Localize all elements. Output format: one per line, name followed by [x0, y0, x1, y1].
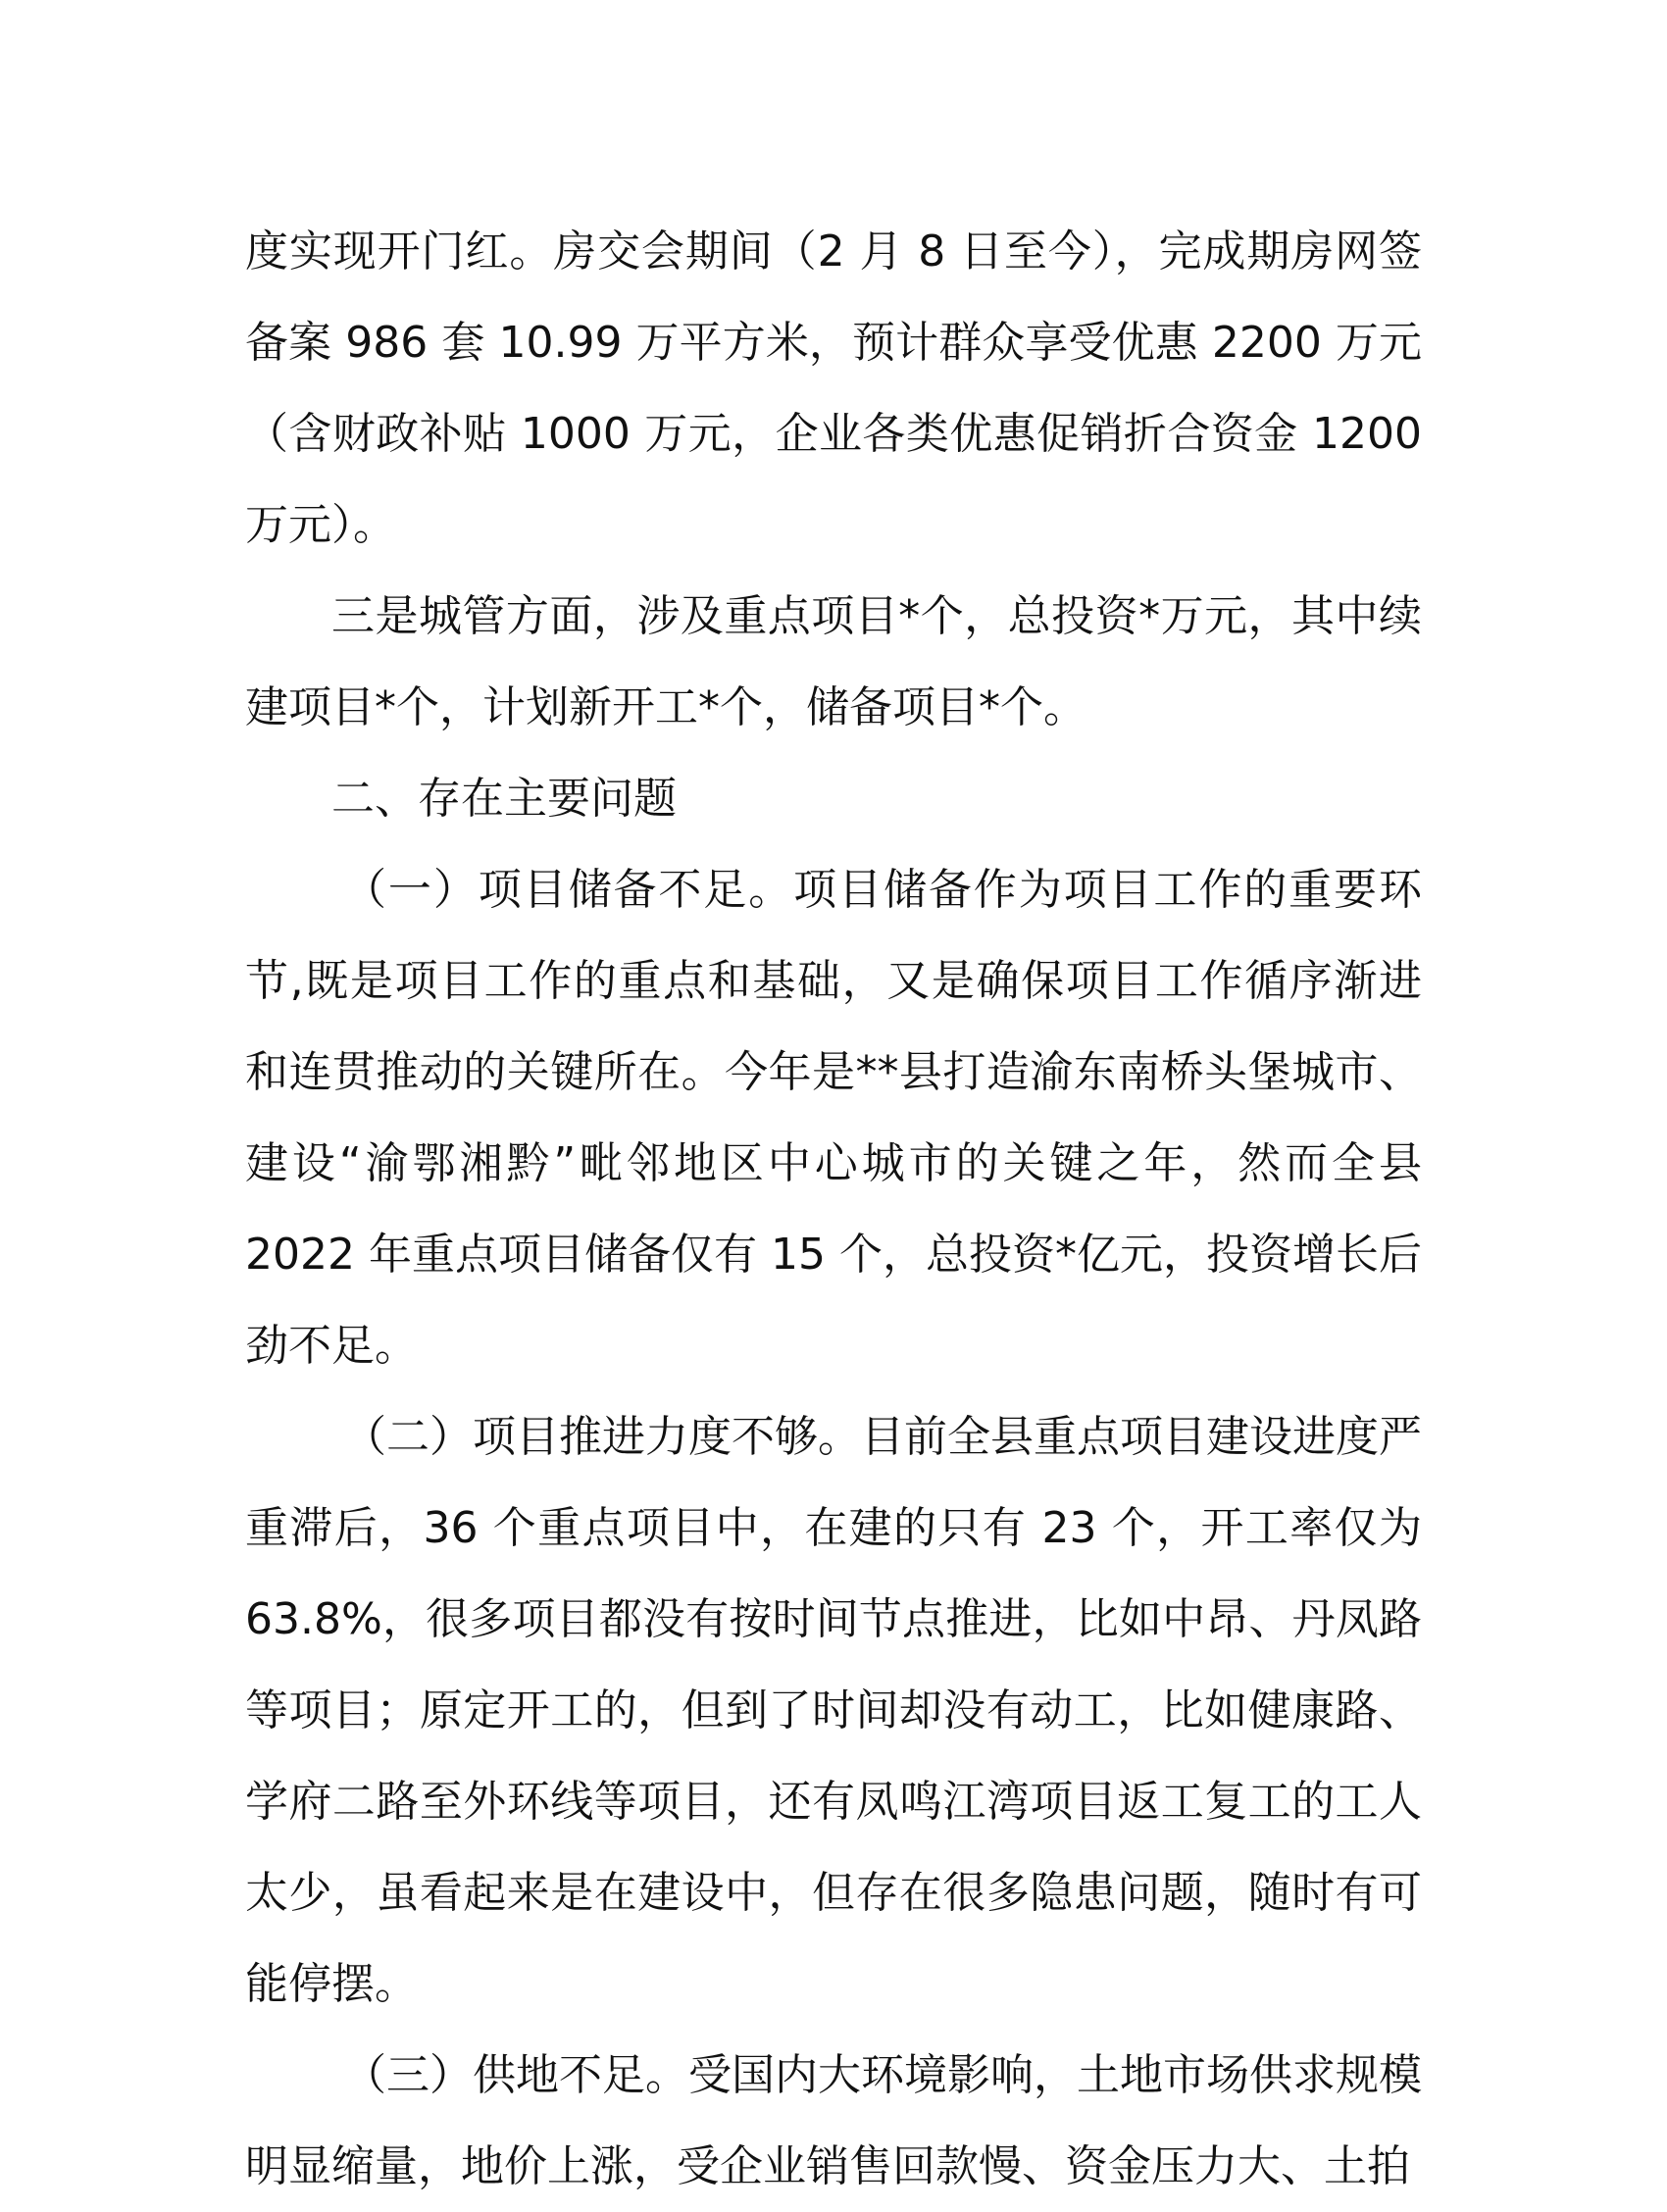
section-heading-main-problems: 二、存在主要问题 — [331, 774, 677, 824]
document-body — [245, 206, 1422, 2212]
paragraph-problem-2: （二）项目推进力度不够。目前全县重点项目建设进度严重滞后，36 个重点项目中，在建的只有 23 个，开工率仅为 63.8%，很多项目都没有按时间节点推进，比如中昂、丹凤路等项目；原定开工的，但到了时间却没有动工，比如健康路、学府二路至外环线等项目，还有凤鸣江湾项目返工复工的工人太少，虽看起来是在建设中，但存在很多隐患问题，随时有可能停摆。 — [245, 1412, 1422, 2009]
paragraph-problem-1: （一）项目储备不足。项目储备作为项目工作的重要环节,既是项目工作的重点和基础，又是确保项目工作循序渐进和连贯推动的关键所在。今年是**县打造渝东南桥头堡城市、建设“渝鄂湘黔”毗邻地区中心城市的关键之年，然而全县 2022 年重点项目储备仅有 15 个，总投资*亿元，投资增长后劲不足。 — [245, 865, 1422, 1371]
paragraph-housing-fair: 度实现开门红。房交会期间（2 月 8 日至今），完成期房网签备案 986 套 10.99 万平方米，预计群众享受优惠 2200 万元（含财政补贴 1000 万元，企业各类优惠促销折合资金 1200 万元）。 — [245, 226, 1422, 550]
paragraph-urban-management: 三是城管方面，涉及重点项目*个，总投资*万元，其中续建项目*个，计划新开工*个，储备项目*个。 — [245, 591, 1422, 732]
paragraph-problem-3: （三）供地不足。受国内大环境影响，土地市场供求规模明显缩量，地价上涨，受企业销售回款慢、资金压力大、土拍 — [245, 2050, 1422, 2191]
